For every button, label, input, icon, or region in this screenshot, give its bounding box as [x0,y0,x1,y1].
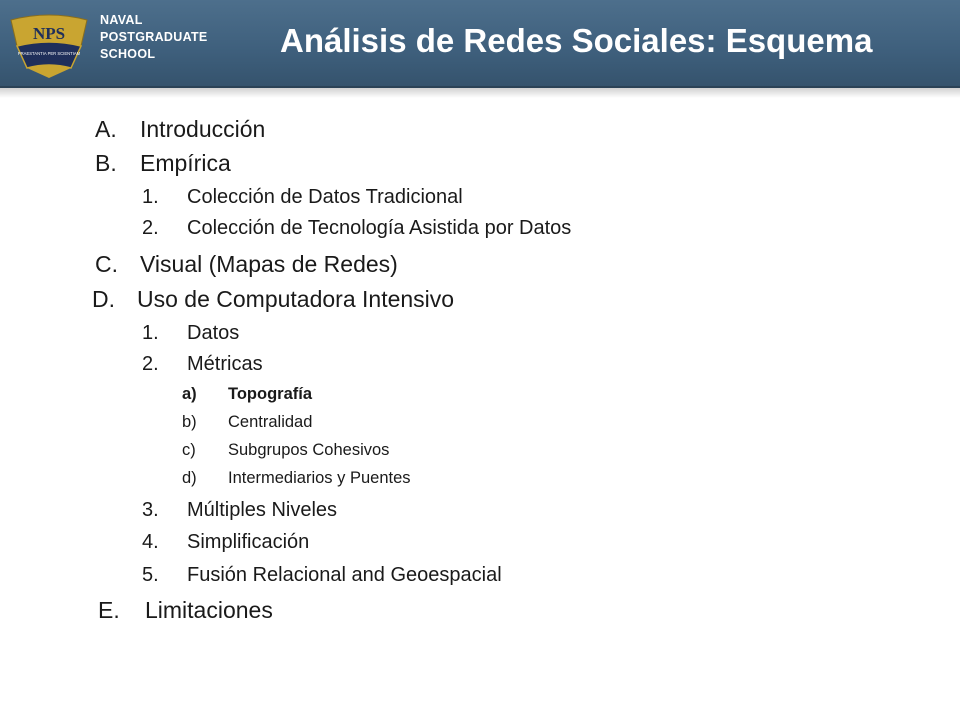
outline-marker: d) [182,469,197,487]
outline-marker: 1. [142,186,159,208]
outline-text: Datos [187,322,240,344]
outline-marker: C. [95,251,118,277]
school-name [100,12,208,63]
school-line-2: POSTGRADUATE [100,30,208,44]
outline-marker: 3. [142,499,159,521]
outline-text: Fusión Relacional and Geoespacial [187,564,502,586]
outline-text: Topografía [228,385,313,403]
nps-shield-logo-icon [8,6,90,80]
outline-marker: 1. [142,322,159,344]
outline-marker: D. [92,286,115,312]
outline-text: Centralidad [228,413,313,431]
school-line-1: NAVAL [100,13,143,27]
outline-text: Simplificación [187,531,310,553]
outline-text: Múltiples Niveles [187,499,338,521]
outline-text: Intermediarios y Puentes [228,469,411,487]
slide-title: Análisis de Redes Sociales: Esquema [280,22,873,59]
outline-text: Limitaciones [145,597,273,623]
outline-marker: 2. [142,353,159,375]
outline-marker: B. [95,150,117,176]
outline-marker: 2. [142,217,159,239]
outline-text: Visual (Mapas de Redes) [140,251,398,277]
outline-text: Colección de Tecnología Asistida por Datos [187,217,572,239]
title-bar [0,0,960,88]
outline-text: Subgrupos Cohesivos [228,441,390,459]
outline-text: Uso de Computadora Intensivo [137,286,455,312]
outline-text: Introducción [140,116,266,142]
school-line-3: SCHOOL [100,47,156,61]
outline-text: Empírica [140,150,231,176]
outline-marker: 5. [142,564,159,586]
logo-nps-text: NPS [32,24,66,43]
logo-motto-text: PRAESTANTIA PER SCIENTIAM [17,51,81,56]
title-bar-shadow [0,88,960,98]
outline-marker: 4. [142,531,159,553]
outline-marker: E. [98,597,120,623]
outline-marker: c) [182,441,196,459]
outline-text: Métricas [187,353,263,375]
outline-text: Colección de Datos Tradicional [187,186,463,208]
outline-marker: A. [95,116,117,142]
outline-marker: b) [182,413,197,431]
outline-marker: a) [182,385,197,403]
